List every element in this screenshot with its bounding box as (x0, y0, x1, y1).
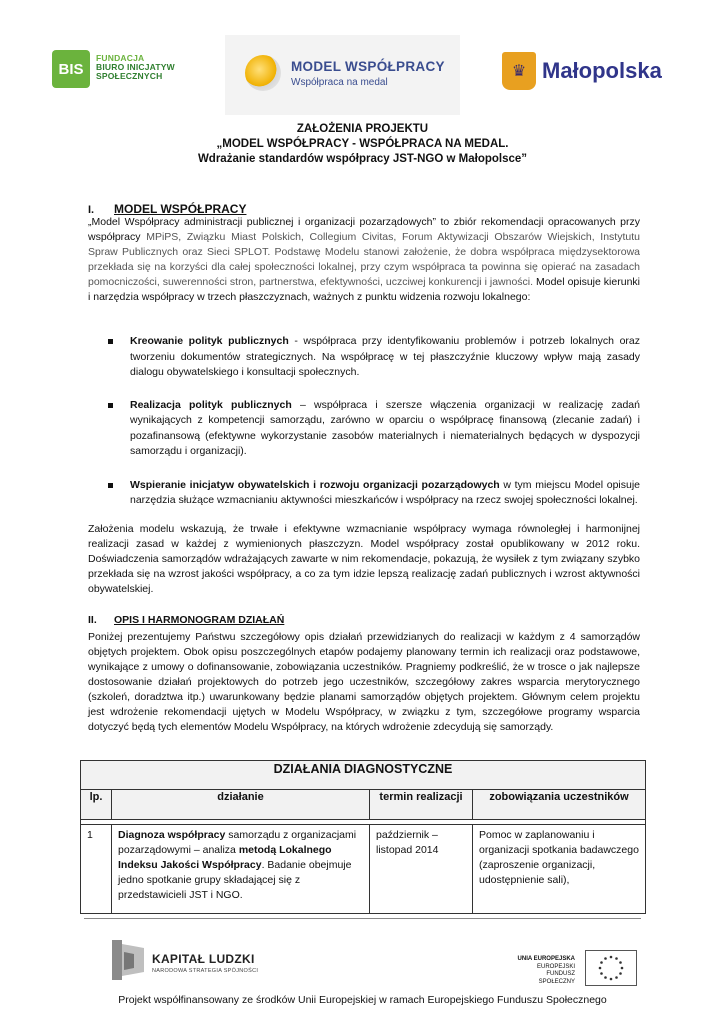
eu-flag-icon (585, 950, 637, 986)
kapital-ludzki-subtitle: NARODOWA STRATEGIA SPÓJNOŚCI (152, 968, 259, 974)
cell-obligations: Pomoc w zaplanowaniu i organizacji spotkania badawczego (zaproszenie organizacji, udostępnienie sali), (473, 825, 646, 914)
kapital-ludzki-title: KAPITAŁ LUDZKI (152, 952, 255, 966)
section1-title: MODEL WSPÓŁPRACY (114, 202, 247, 216)
model-wspolpracy-logo (225, 35, 460, 115)
section1-summary: Założenia modelu wskazują, że trwałe i efektywne wzmacnianie współpracy wymaga równoległej i harmonijnej realizacji zasad w każdej z wymienionych płaszczyzn. Model współpracy został opublikowany w 2012 roku. Doświadczenia samorządów wdrażających zawarte w nim rekomendacje, pokazują, że wysiłek z tym związany szybko przekłada się na wzrost jakości współpracy, a co za tym idzie lepszą realizację zadań publicznych i wzrost aktywności obywatelskiej. (88, 523, 640, 595)
bis-logo-line3: SPOŁECZNYCH (96, 71, 163, 81)
eu-line1: UNIA EUROPEJSKA (517, 956, 575, 962)
crest-icon: ♛ (502, 52, 536, 90)
footer-cofinancing-text: Projekt współfinansowany ze środków Unii Europejskiej w ramach Europejskiego Funduszu Społecznego (118, 994, 607, 1006)
cell-action: Diagnoza współpracy samorządu z organizacjami pozarządowymi – analiza metodą Lokalnego Indeksu Jakości Współpracy. Badanie obejmuje jedno spotkanie grupy składającej się z przedstawicieli JST i NGO. (112, 825, 370, 914)
square-bullet-icon (108, 483, 113, 488)
title-line2: „MODEL WSPÓŁPRACY - WSPÓŁPRACA NA MEDAL. (216, 138, 509, 150)
section2-heading (88, 614, 284, 626)
eu-line2: EUROPEJSKI (536, 963, 575, 970)
bis-logo-mark: BIS (52, 50, 90, 88)
cell-lp: 1 (81, 825, 112, 914)
list-item: Wspieranie inicjatyw obywatelskich i rozwoju organizacji pozarządowych w tym miejscu Model opisuje narzędzia służące wzmacnianiu aktywności mieszkańców i współpracy na rzecz swojej społeczności lokalnej. (108, 478, 640, 509)
bis-logo-line1: FUNDACJA (96, 53, 145, 63)
table-row (81, 825, 646, 914)
malopolska-logo-text: Małopolska (542, 58, 662, 83)
kapital-ludzki-logo (112, 940, 282, 985)
bullet-list (108, 334, 640, 527)
section2-paragraph: Poniżej prezentujemy Państwu szczegółowy opis działań przewidzianych do realizacji w każdym z 4 samorządów objętych projektem. Obok opisu poszczególnych etapów podajemy planowany termin ich realizacji oraz podstawowe, wynikające z umowy o dofinansowanie, zobowiązania uczestników. Pragniemy podkreślić, że w trosce o jak najlepsze dostosowanie działań projektowych do potrzeb jego uczestników, szczegółowy zakres wsparcia merytorycznego (szkoleń, doradztwa itp.) uwarunkowany będzie planami samorządów objętych projektem. Głównym celem projektu jest wdrożenie rekomendacji ujętych w Modelu Współpracy, w związku z tym, szczegółowe programy wsparcia dotyczyć będą tych elementów Modelu Współpracy, na których wdrożenie zdecydują się samorządy. (88, 631, 640, 733)
bis-logo (52, 50, 192, 90)
title-line1: ZAŁOŻENIA PROJEKTU (296, 123, 429, 135)
malopolska-logo (502, 52, 697, 92)
column-header-obligations: zobowiązania uczestników (473, 790, 646, 820)
diagnostic-actions-table (80, 760, 646, 914)
column-header-term: termin realizacji (370, 790, 473, 820)
cell-term: październik – listopad 2014 (370, 825, 473, 914)
column-header-lp: lp. (81, 790, 112, 820)
section1-paragraph: „Model Współpracy administracji publicznej i organizacji pozarządowych” to zbiór rekomendacji opracowanych przy współpracy MPiPS, Związku Miast Polskich, Collegium Civitas, Forum Aktywizacji Obszarów Wiejskich, Instytutu Spraw Publicznych oraz Sieci SPLOT. Podstawę Modelu stanowi założenie, że dobra współpraca międzysektorowa przekłada się na korzyści dla całej społeczności lokalnej, przy czym współpraca ta powinna się opierać na zasadach pomocniczości, suwerenności stron, partnerstwa, efektywności, uczciwej konkurencji i jawności. Model opisuje kierunki i narzędzia współpracy w trzech płaszczyznach, ważnych z punktu widzenia rozwoju lokalnego: (88, 216, 640, 303)
model-logo-subtitle: Współpraca na medal (291, 77, 388, 88)
medal-icon (245, 55, 281, 91)
document-title (90, 122, 635, 167)
title-line3: Wdrażanie standardów współpracy JST-NGO w Małopolsce” (197, 153, 528, 165)
kapital-ludzki-flag-icon (112, 940, 144, 980)
list-item: Kreowanie polityk publicznych - współpraca przy identyfikowaniu problemów i potrzeb lokalnych oraz tworzeniu dokumentów strategicznych. Na współpracę w tej płaszczyźnie kluczowy wpływ mają zasady dialogu obywatelskiego i konsultacji społecznych. (108, 334, 640, 381)
eu-line3: FUNDUSZ SPOŁECZNY (538, 971, 575, 985)
table-caption: DZIAŁANIA DIAGNOSTYCZNE (81, 761, 646, 790)
footer-divider (84, 918, 641, 919)
square-bullet-icon (108, 403, 113, 408)
model-logo-title: MODEL WSPÓŁPRACY (291, 59, 445, 74)
square-bullet-icon (108, 339, 113, 344)
section1-number: I. (88, 204, 95, 216)
bis-logo-line2: BIURO INICJATYW (96, 62, 175, 72)
eu-logo (515, 950, 635, 990)
section2-number: II. (88, 614, 97, 626)
section1-heading (88, 202, 246, 216)
list-item: Realizacja polityk publicznych – współpraca i szersze włączenia organizacji w realizację zadań wynikających z kompetencji samorządu, zarówno w oparciu o współpracę finansową (zlecanie zadań) i pozafinansową (efektywne wykorzystanie zasobów materialnych i niematerialnych będących w dyspozycji samorządu i organizacji). (108, 398, 640, 460)
column-header-action: działanie (112, 790, 370, 820)
section2-title: OPIS I HARMONOGRAM DZIAŁAŃ (114, 614, 285, 626)
